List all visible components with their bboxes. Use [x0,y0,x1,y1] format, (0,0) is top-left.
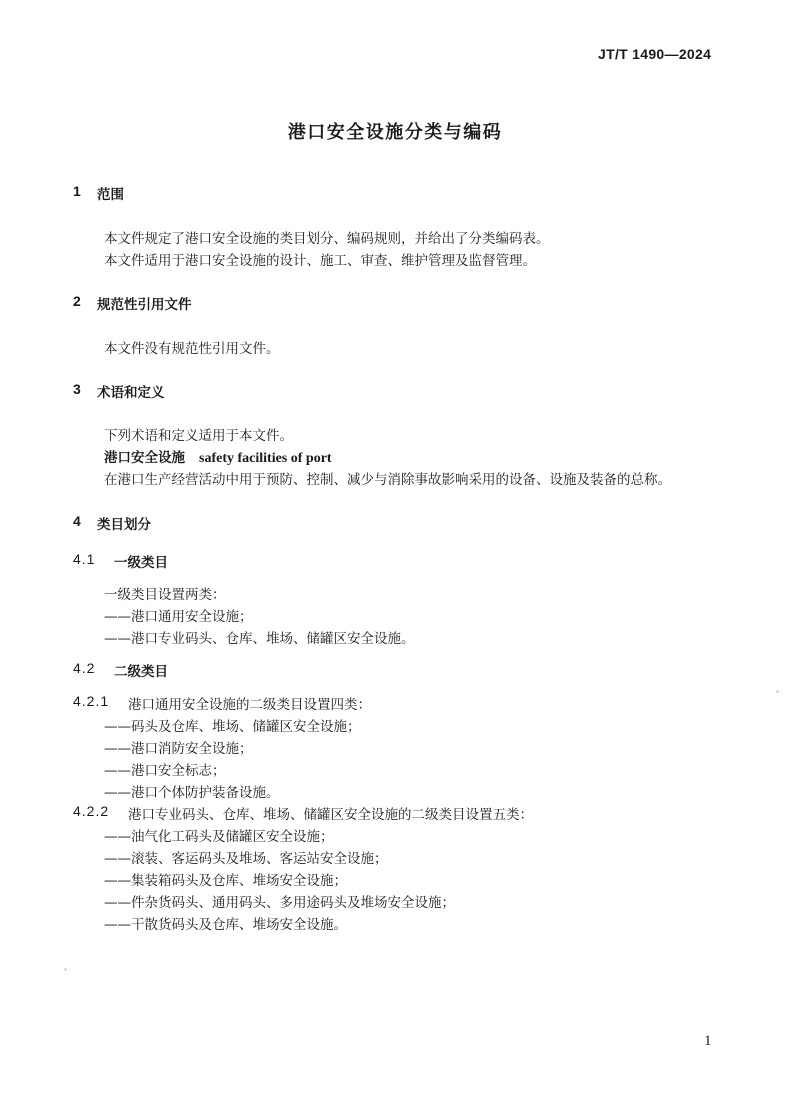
paragraph: 本文件没有规范性引用文件。 [104,341,280,357]
list-item: ——港口个体防护装备设施。 [104,785,280,801]
subsection-heading-text: 一级类目 [114,555,168,571]
scan-speck [64,968,67,971]
section-heading-text: 规范性引用文件 [97,297,192,313]
section-number: 2 [73,293,81,309]
page-number: 1 [704,1033,712,1049]
list-item: ——件杂货码头、通用码头、多用途码头及堆场安全设施； [104,895,455,911]
paragraph: 下列术语和定义适用于本文件。 [104,428,293,444]
term-definition: 在港口生产经营活动中用于预防、控制、减少与消除事故影响采用的设备、设施及装备的总称。 [104,472,671,488]
list-item: ——港口通用安全设施； [104,609,253,625]
list-item: ——油气化工码头及储罐区安全设施； [104,829,334,845]
list-item: ——港口安全标志； [104,763,226,779]
clause-number: 4.2.1 [73,693,110,709]
list-item: ——港口专业码头、仓库、堆场、储罐区安全设施。 [104,631,415,647]
section-heading-text: 范围 [97,187,124,203]
section-heading-text: 术语和定义 [97,385,165,401]
scan-speck [776,690,779,693]
document-code: JT/T 1490—2024 [598,46,712,62]
list-item: ——干散货码头及仓库、堆场安全设施。 [104,917,347,933]
term-entry [104,446,332,467]
section-number: 4 [73,513,81,529]
clause-number: 4.2.2 [73,803,110,819]
subsection-number: 4.2 [73,660,96,676]
term-chinese: 港口安全设施 [104,450,185,466]
list-item: ——港口消防安全设施； [104,741,253,757]
clause-text: 港口专业码头、仓库、堆场、储罐区安全设施的二级类目设置五类： [128,807,533,823]
subsection-heading-text: 二级类目 [114,664,168,680]
list-item: ——码头及仓库、堆场、储罐区安全设施； [104,719,361,735]
list-item: ——滚装、客运码头及堆场、客运站安全设施； [104,851,388,867]
paragraph: 本文件适用于港口安全设施的设计、施工、审查、维护管理及监督管理。 [104,253,536,269]
section-number: 1 [73,183,81,199]
list-item: ——集装箱码头及仓库、堆场安全设施； [104,873,347,889]
paragraph: 一级类目设置两类： [104,587,226,603]
document-title: 港口安全设施分类与编码 [287,122,503,143]
section-number: 3 [73,381,81,397]
subsection-number: 4.1 [73,551,96,567]
paragraph: 本文件规定了港口安全设施的类目划分、编码规则，并给出了分类编码表。 [104,231,550,247]
term-english: safety facilities of port [199,451,332,466]
clause-text: 港口通用安全设施的二级类目设置四类： [128,697,371,713]
section-heading-text: 类目划分 [97,517,151,533]
